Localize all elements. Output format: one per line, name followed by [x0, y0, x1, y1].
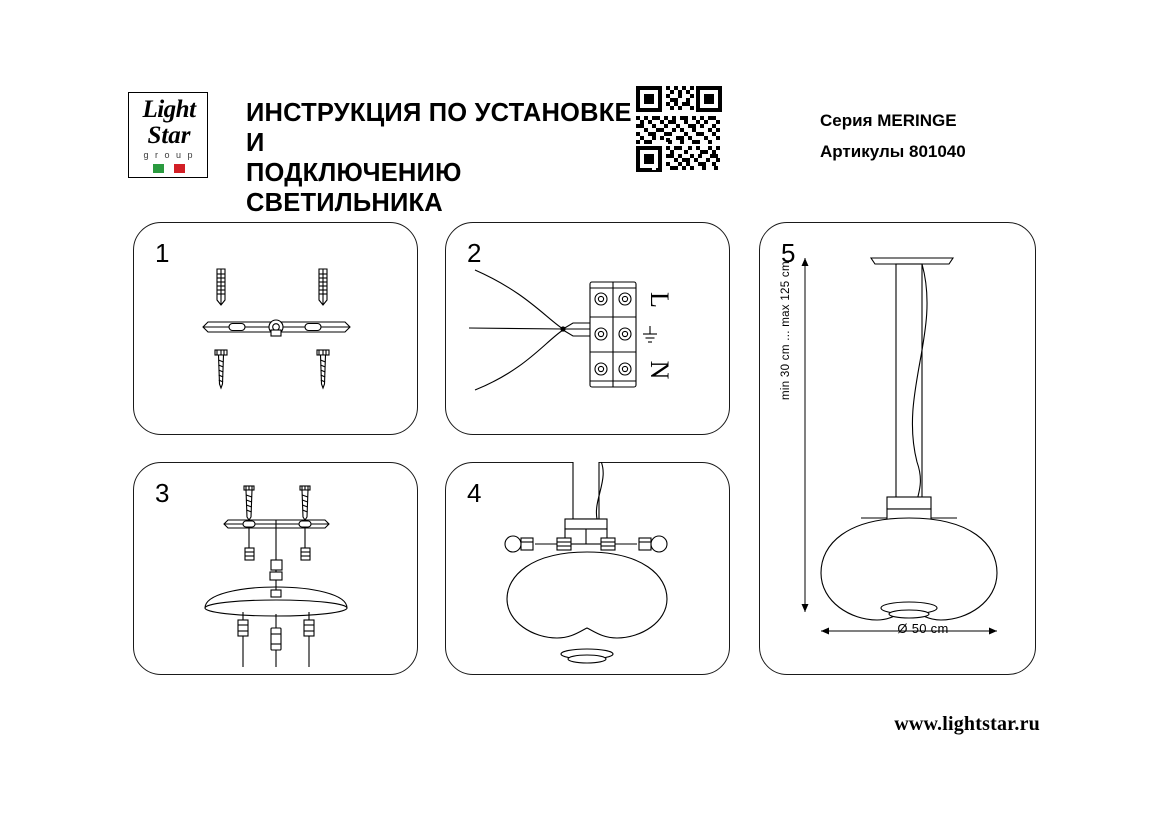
step-5-illustration: [759, 222, 1036, 675]
header: [0, 0, 1169, 217]
page-title-line1: ИНСТРУКЦИЯ ПО УСТАНОВКЕ И: [246, 99, 632, 157]
terminal-label-neutral: N: [645, 360, 674, 380]
step-number-1: 1: [155, 238, 170, 268]
step-number-4: 4: [467, 478, 482, 508]
product-info: [820, 105, 1080, 167]
step-2-illustration: [445, 222, 730, 435]
step-number-5: 5: [781, 238, 796, 268]
terminal-label-live: L: [645, 292, 674, 308]
step-1-illustration: [133, 222, 418, 435]
page-title-line2: ПОДКЛЮЧЕНИЮ СВЕТИЛЬНИКА: [246, 159, 462, 217]
website-url[interactable]: www.lightstar.ru: [894, 713, 1040, 735]
logo-text-light: Light: [142, 96, 196, 123]
article-label: Артикулы 801040: [820, 142, 966, 161]
qr-code-icon: [636, 86, 722, 172]
series-label: Серия MERINGE: [820, 111, 957, 130]
page-title: [246, 98, 636, 218]
step-number-3: 3: [155, 478, 170, 508]
logo-text-star: Star: [147, 122, 191, 149]
step-number-2: 2: [467, 238, 482, 268]
lightstar-logo: [128, 92, 208, 178]
diameter-dimension-label: Ø 50 cm: [897, 621, 949, 636]
step-3-illustration: [133, 462, 418, 675]
logo-text-group: g r o u p: [143, 150, 195, 160]
step-4-illustration: [445, 462, 730, 675]
italy-flag-icon: [153, 164, 185, 173]
height-dimension-label: min 30 cm ... max 125 cm: [780, 261, 792, 400]
